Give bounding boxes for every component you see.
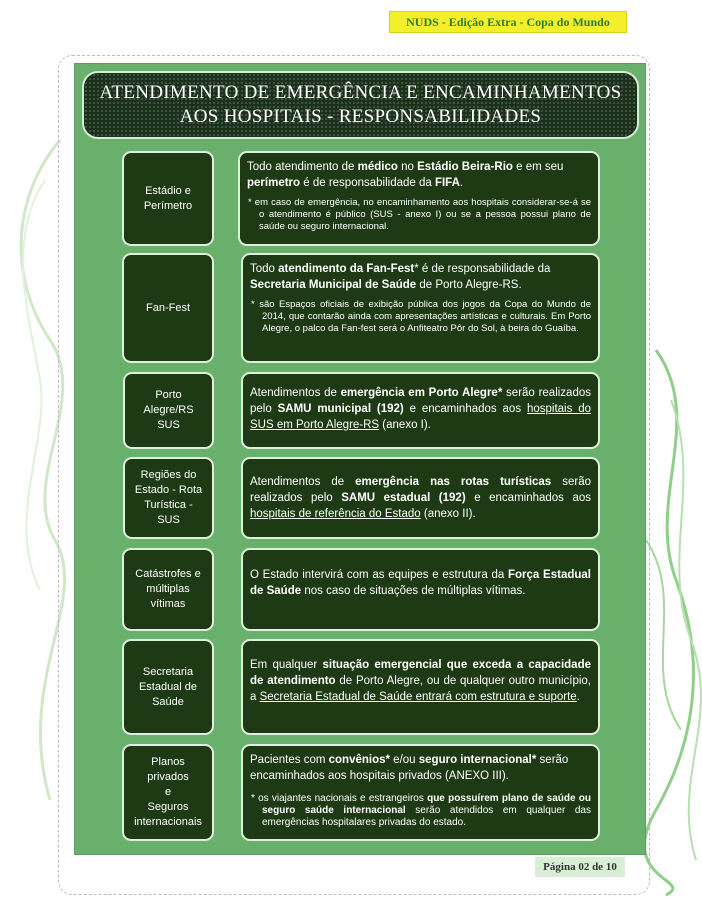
label-line: SUS <box>157 514 180 526</box>
label-line: internacionais <box>134 816 202 828</box>
desc-box-fan-fest <box>241 253 600 363</box>
label-line: vítimas <box>150 598 186 610</box>
label-line: privados <box>147 771 189 783</box>
desc-box-catastrophes <box>241 548 600 631</box>
title-line-1: ATENDIMENTO DE EMERGÊNCIA E ENCAMINHAMENTOS <box>99 82 622 103</box>
label-line: Fan-Fest <box>145 301 190 314</box>
desc-main: Em qualquer situação emergencial que exceda a capacidade de atendimento de Porto Alegre, ou de qualquer outro município, a Secretaria Estadual de Saúde entrará com estrutura e suporte. <box>250 659 592 703</box>
desc-main: Atendimentos de emergência em Porto Alegre* serão realizados pelo SAMU municipal (192) e encaminhados aos hospitais do SUS em Porto Alegre-RS (anexo I). <box>250 387 591 431</box>
label-line: múltiplas <box>146 583 190 595</box>
label-line: Porto <box>155 389 182 401</box>
label-box-porto-alegre <box>123 372 214 449</box>
desc-box-state-secretariat <box>241 639 600 735</box>
label-box-regions <box>123 457 214 539</box>
label-box-state-secretariat <box>122 639 214 735</box>
label-line: e <box>164 786 172 798</box>
label-line: Perímetro <box>143 199 193 212</box>
desc-note: * são Espaços oficiais de exibição pública dos jogos da Copa do Mundo de 2014, que contarão ainda com apresentações artísticas e culturais. Em Porto Alegre, o palco da Fan-fest será o Anfiteatro Pôr do Sol, à beira do Guaíba. <box>251 299 591 334</box>
header-badge: NUDS - Edição Extra - Copa do Mundo <box>389 11 627 33</box>
label-line: Seguros <box>147 801 189 813</box>
desc-box-stadium <box>238 151 600 246</box>
label-line: Secretaria <box>142 665 194 678</box>
desc-box-porto-alegre <box>241 372 600 449</box>
desc-main: Atendimentos de emergência nas rotas turísticas serão realizados pelo SAMU estadual (192) e encaminhados aos hospitais de referência do Estado (anexo II). <box>250 476 591 520</box>
desc-main: Todo atendimento de médico no Estádio Beira-Rio e em seu perímetro é de responsabilidade da FIFA. <box>247 161 564 189</box>
label-box-stadium <box>122 151 214 246</box>
label-box-catastrophes <box>122 548 214 631</box>
label-line: Estado - Rota <box>134 484 203 496</box>
page-title <box>82 71 639 139</box>
label-box-fan-fest <box>122 253 214 363</box>
label-line: Saúde <box>152 695 184 708</box>
label-line: Estádio e <box>145 184 191 197</box>
desc-main: O Estado intervirá com as equipes e estrutura da Força Estadual de Saúde nos caso de situações de múltiplas vítimas. <box>250 569 591 597</box>
label-box-private-plans <box>122 744 214 841</box>
label-line: Regiões do <box>140 469 197 481</box>
desc-main: Pacientes com convênios* e/ou seguro internacional* serão encaminhados aos hospitais privados (ANEXO III). <box>250 754 569 782</box>
label-line: Alegre/RS <box>143 404 194 416</box>
label-line: Planos <box>151 756 185 768</box>
desc-note: * em caso de emergência, no encaminhamento aos hospitais considerar-se-á se o atendimento é público (SUS - anexo I) ou se a pessoa possui plano de saúde ou seguro internacional. <box>248 197 591 232</box>
label-line: Catástrofes e <box>135 568 201 580</box>
desc-main: Todo atendimento da Fan-Fest* é de responsabilidade da Secretaria Municipal de Saúde de Porto Alegre-RS. <box>250 263 551 291</box>
desc-box-private-plans <box>241 744 600 841</box>
label-line: Turística - <box>144 499 193 511</box>
desc-note: * os viajantes nacionais e estrangeiros que possuírem plano de saúde ou seguro saúde internacional serão atendidos em qualquer das emergências hospitalares privadas do estado. <box>251 793 591 828</box>
page-number: Página 02 de 10 <box>535 857 625 877</box>
title-line-2: AOS HOSPITAIS - RESPONSABILIDADES <box>179 106 542 127</box>
desc-box-regions <box>241 457 600 539</box>
label-line: SUS <box>157 419 180 431</box>
label-line: Estadual de <box>138 680 198 693</box>
